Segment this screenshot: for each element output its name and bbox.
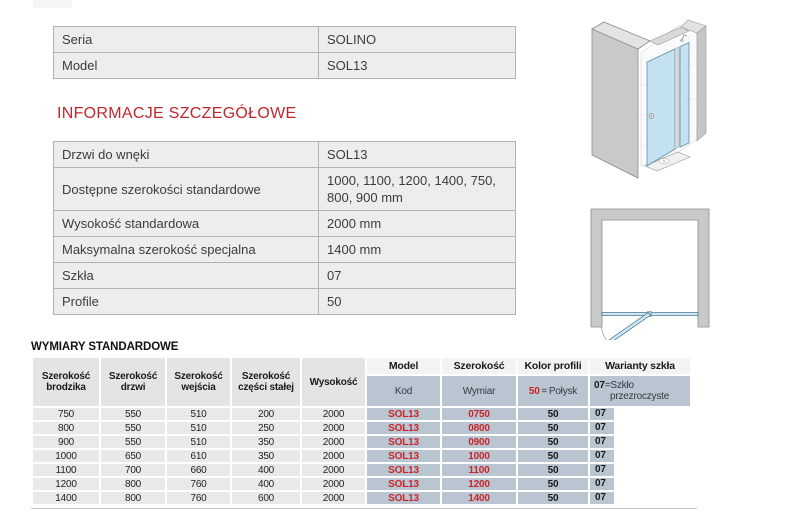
niche-walls-shape — [591, 209, 709, 327]
cell-kolor: 50 — [518, 422, 588, 434]
cell-szklo: 07 — [590, 492, 690, 504]
dimension-row — [33, 464, 690, 476]
shower-3d-diagram — [585, 8, 715, 190]
cell-kolor: 50 — [518, 478, 588, 490]
col-header-szerokosc: Szerokość — [442, 358, 516, 374]
fixed-panel-shape — [680, 43, 689, 148]
cell-wejscie: 760 — [167, 492, 230, 504]
subheader-szklo-legend: 07=Szkło przezroczyste — [590, 376, 690, 406]
col-header-drzwi: Szerokość drzwi — [101, 358, 165, 406]
cell-drzwi: 700 — [101, 464, 165, 476]
subheader-wymiar: Wymiar — [442, 376, 516, 406]
cell-wejscie: 660 — [167, 464, 230, 476]
details-table — [53, 141, 516, 315]
table-row — [54, 168, 516, 211]
cell-kod: SOL13 — [367, 492, 440, 504]
cell-brodzik: 750 — [33, 408, 99, 420]
cell-szklo: 07 — [590, 408, 690, 420]
table-row — [54, 237, 516, 263]
dimensions-table — [31, 356, 692, 506]
cell-wymiar: 1200 — [442, 478, 516, 490]
subheader-kod: Kod — [367, 376, 440, 406]
cell-wysokosc: 2000 — [302, 436, 365, 448]
detail-value: 1400 mm — [319, 237, 516, 263]
series-label: Seria — [54, 27, 319, 53]
series-model-table — [53, 26, 516, 79]
cell-drzwi: 550 — [101, 422, 165, 434]
cell-drzwi: 650 — [101, 450, 165, 462]
cell-kod: SOL13 — [367, 408, 440, 420]
col-header-model: Model — [367, 358, 440, 374]
model-label: Model — [54, 53, 319, 79]
cell-kod: SOL13 — [367, 464, 440, 476]
cell-kod: SOL13 — [367, 450, 440, 462]
cell-czesc: 400 — [232, 464, 300, 476]
cell-drzwi: 800 — [101, 478, 165, 490]
dimension-row — [33, 450, 690, 462]
cell-kolor: 50 — [518, 436, 588, 448]
cell-szklo: 07 — [590, 464, 690, 476]
open-door-shape — [608, 313, 651, 340]
cell-wymiar: 1000 — [442, 450, 516, 462]
cell-brodzik: 800 — [33, 422, 99, 434]
table-row — [54, 27, 516, 53]
col-header-wejscie: Szerokość wejścia — [167, 358, 230, 406]
cell-wysokosc: 2000 — [302, 464, 365, 476]
detail-value: SOL13 — [319, 142, 516, 168]
col-header-warianty-szkla: Warianty szkła — [590, 358, 690, 374]
cell-szklo: 07 — [590, 478, 690, 490]
cell-wejscie: 510 — [167, 436, 230, 448]
detail-label: Wysokość standardowa — [54, 211, 319, 237]
cell-kod: SOL13 — [367, 422, 440, 434]
drain-hole-shape — [662, 160, 665, 162]
dimension-row — [33, 422, 690, 434]
cell-kolor: 50 — [518, 408, 588, 420]
cell-czesc: 200 — [232, 408, 300, 420]
detail-label: Drzwi do wnęki — [54, 142, 319, 168]
col-header-kolor-profili: Kolor profili — [518, 358, 588, 374]
cell-kolor: 50 — [518, 492, 588, 504]
dimension-row — [33, 492, 690, 504]
cell-wysokosc: 2000 — [302, 492, 365, 504]
cropped-corner-artifact — [33, 0, 72, 8]
series-value: SOLINO — [319, 27, 516, 53]
cell-wysokosc: 2000 — [302, 478, 365, 490]
dimension-row — [33, 478, 690, 490]
detail-label: Dostępne szerokości standardowe — [54, 168, 319, 211]
cell-brodzik: 900 — [33, 436, 99, 448]
cell-kolor: 50 — [518, 450, 588, 462]
cell-czesc: 400 — [232, 478, 300, 490]
shower-plan-diagram — [585, 200, 715, 340]
table-bottom-border — [31, 508, 697, 509]
dimension-row — [33, 408, 690, 420]
cell-czesc: 350 — [232, 450, 300, 462]
cell-szklo: 07 — [590, 436, 690, 448]
cell-czesc: 600 — [232, 492, 300, 504]
dimensions-title: WYMIARY STANDARDOWE — [31, 341, 179, 353]
glass-door-shape — [647, 49, 675, 166]
cell-wejscie: 760 — [167, 478, 230, 490]
cell-brodzik: 1000 — [33, 450, 99, 462]
cell-wymiar: 0900 — [442, 436, 516, 448]
cell-brodzik: 1200 — [33, 478, 99, 490]
cell-kod: SOL13 — [367, 436, 440, 448]
detail-value: 07 — [319, 263, 516, 289]
header-row-1 — [33, 358, 690, 374]
cell-wysokosc: 2000 — [302, 422, 365, 434]
door-swing-arc-shape — [601, 327, 609, 340]
detail-label: Maksymalna szerokość specjalna — [54, 237, 319, 263]
cell-drzwi: 800 — [101, 492, 165, 504]
detail-label: Profile — [54, 289, 319, 315]
cell-kod: SOL13 — [367, 478, 440, 490]
cell-brodzik: 1400 — [33, 492, 99, 504]
cell-szklo: 07 — [590, 422, 690, 434]
detail-value: 2000 mm — [319, 211, 516, 237]
model-value: SOL13 — [319, 53, 516, 79]
table-row — [54, 142, 516, 168]
table-row — [54, 263, 516, 289]
cell-wymiar: 1400 — [442, 492, 516, 504]
cell-wejscie: 510 — [167, 422, 230, 434]
cell-szklo: 07 — [590, 450, 690, 462]
table-row — [54, 289, 516, 315]
col-header-brodzik: Szerokość brodzika — [33, 358, 99, 406]
cell-wejscie: 510 — [167, 408, 230, 420]
table-row — [54, 211, 516, 237]
detail-value: 1000, 1100, 1200, 1400, 750, 800, 900 mm — [319, 168, 516, 211]
cell-drzwi: 550 — [101, 408, 165, 420]
cell-wysokosc: 2000 — [302, 408, 365, 420]
left-wall-outer-shape — [592, 29, 638, 178]
table-row — [54, 53, 516, 79]
cell-wymiar: 1100 — [442, 464, 516, 476]
cell-brodzik: 1100 — [33, 464, 99, 476]
detail-value: 50 — [319, 289, 516, 315]
cell-czesc: 350 — [232, 436, 300, 448]
cell-wysokosc: 2000 — [302, 450, 365, 462]
cell-wymiar: 0750 — [442, 408, 516, 420]
cell-czesc: 250 — [232, 422, 300, 434]
shower-head-shape — [680, 39, 683, 41]
cell-kolor: 50 — [518, 464, 588, 476]
cell-wejscie: 610 — [167, 450, 230, 462]
col-header-czesc-stala: Szerokość części stałej — [232, 358, 300, 406]
door-profile-shape — [675, 47, 679, 149]
cell-drzwi: 550 — [101, 436, 165, 448]
right-wall-outer-shape — [697, 26, 706, 141]
door-handle-dot — [651, 115, 653, 117]
col-header-wysokosc: Wysokość — [302, 358, 365, 406]
cell-wymiar: 0800 — [442, 422, 516, 434]
dimension-row — [33, 436, 690, 448]
subheader-kolor-legend: 50 = Połysk — [518, 376, 588, 406]
detail-label: Szkła — [54, 263, 319, 289]
section-title: INFORMACJE SZCZEGÓŁOWE — [57, 105, 297, 122]
